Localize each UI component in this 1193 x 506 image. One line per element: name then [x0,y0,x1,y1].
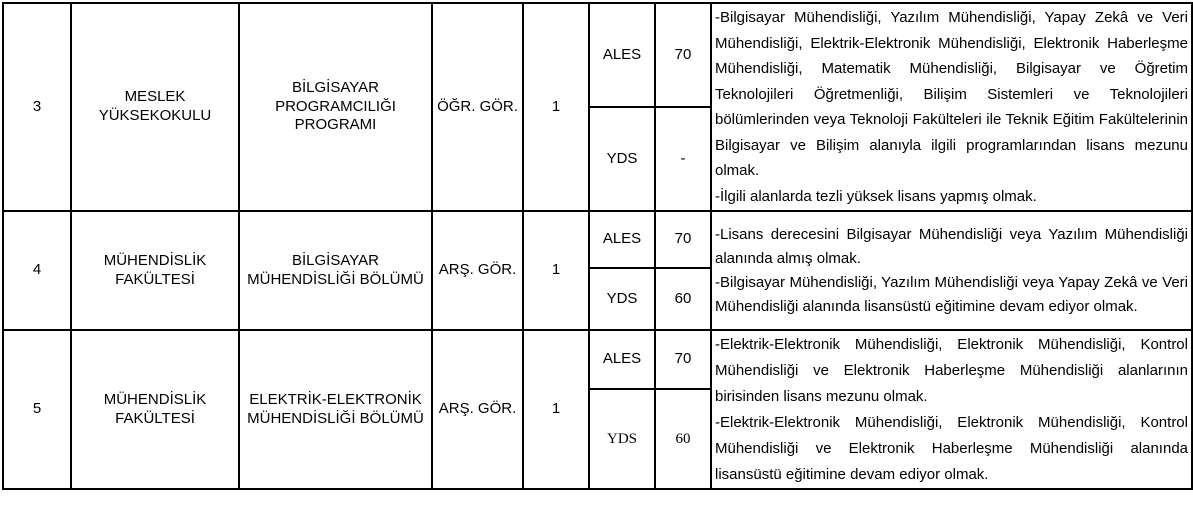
requirement-paragraph: -Bilgisayar Mühendisliği, Yazılım Mühendisliği, Yapay Zekâ ve Veri Mühendisliği, Elektrik-Elektronik Mühendisliği, Elektronik Haberleşme Mühendisliği, Matematik Mühendisliği, Bilgisayar ve Öğretim Teknolojileri Öğretmenliği, Bilişim Sistemleri ve Teknolojileri bölümlerinden veya Teknoloji Fakülteleri ile Teknik Eğitim Fakültelerinin Bilgisayar ve Bilişim alanıyla ilgili programlarından lisans mezunu olmak. [715,9,1188,179]
requirement-paragraph: -Elektrik-Elektronik Mühendisliği, Elektronik Mühendisliği, Kontrol Mühendisliği ve Elektronik Haberleşme Mühendisliği alanında lisansüstü eğitimine devam ediyor olmak. [715,413,1188,483]
quota-cell: 1 [523,3,589,211]
department-cell: BİLGİSAYAR PROGRAMCILIĞI PROGRAMI [239,3,432,211]
requirement-paragraph: -İlgili alanlarda tezli yüksek lisans yapmış olmak. [715,187,1037,205]
exam-name-cell: ALES [589,211,655,268]
row-number-cell: 3 [3,3,71,211]
requirements-cell [711,330,1192,489]
exam-score-cell: - [655,107,711,211]
exam-name-cell: YDS [589,389,655,489]
job-postings-table [2,2,1193,490]
exam-name-cell: YDS [589,268,655,330]
quota-cell: 1 [523,211,589,330]
unit-cell: MÜHENDİSLİK FAKÜLTESİ [71,330,239,489]
exam-name-cell: ALES [589,3,655,107]
requirements-cell [711,3,1192,211]
exam-score-cell: 70 [655,330,711,389]
title-cell: ARŞ. GÖR. [432,211,523,330]
requirement-paragraph: -Elektrik-Elektronik Mühendisliği, Elektronik Mühendisliği, Kontrol Mühendisliği ve Elektronik Haberleşme Mühendisliği alanlarının birisinden lisans mezunu olmak. [715,335,1188,405]
exam-name-cell: ALES [589,330,655,389]
title-cell: ÖĞR. GÖR. [432,3,523,211]
exam-score-cell: 60 [655,389,711,489]
unit-cell: MESLEK YÜKSEKOKULU [71,3,239,211]
department-cell: BİLGİSAYAR MÜHENDİSLİĞİ BÖLÜMÜ [239,211,432,330]
quota-cell: 1 [523,330,589,489]
exam-score-cell: 70 [655,211,711,268]
unit-cell: MÜHENDİSLİK FAKÜLTESİ [71,211,239,330]
requirements-cell [711,211,1192,330]
exam-name-cell: YDS [589,107,655,211]
requirement-paragraph: -Bilgisayar Mühendisliği, Yazılım Mühendisliği veya Yapay Zekâ ve Veri Mühendisliği alanında lisansüstü eğitimine devam ediyor olmak. [715,273,1188,315]
department-cell: ELEKTRİK-ELEKTRONİK MÜHENDİSLİĞİ BÖLÜMÜ [239,330,432,489]
requirement-paragraph: -Lisans derecesini Bilgisayar Mühendisliği veya Yazılım Mühendisliği alanında almış olmak. [715,225,1188,267]
row-number-cell: 4 [3,211,71,330]
row-number-cell: 5 [3,330,71,489]
title-cell: ARŞ. GÖR. [432,330,523,489]
table-row [3,211,1192,268]
table-row [3,3,1192,107]
exam-score-cell: 60 [655,268,711,330]
table-row [3,330,1192,389]
exam-score-cell: 70 [655,3,711,107]
